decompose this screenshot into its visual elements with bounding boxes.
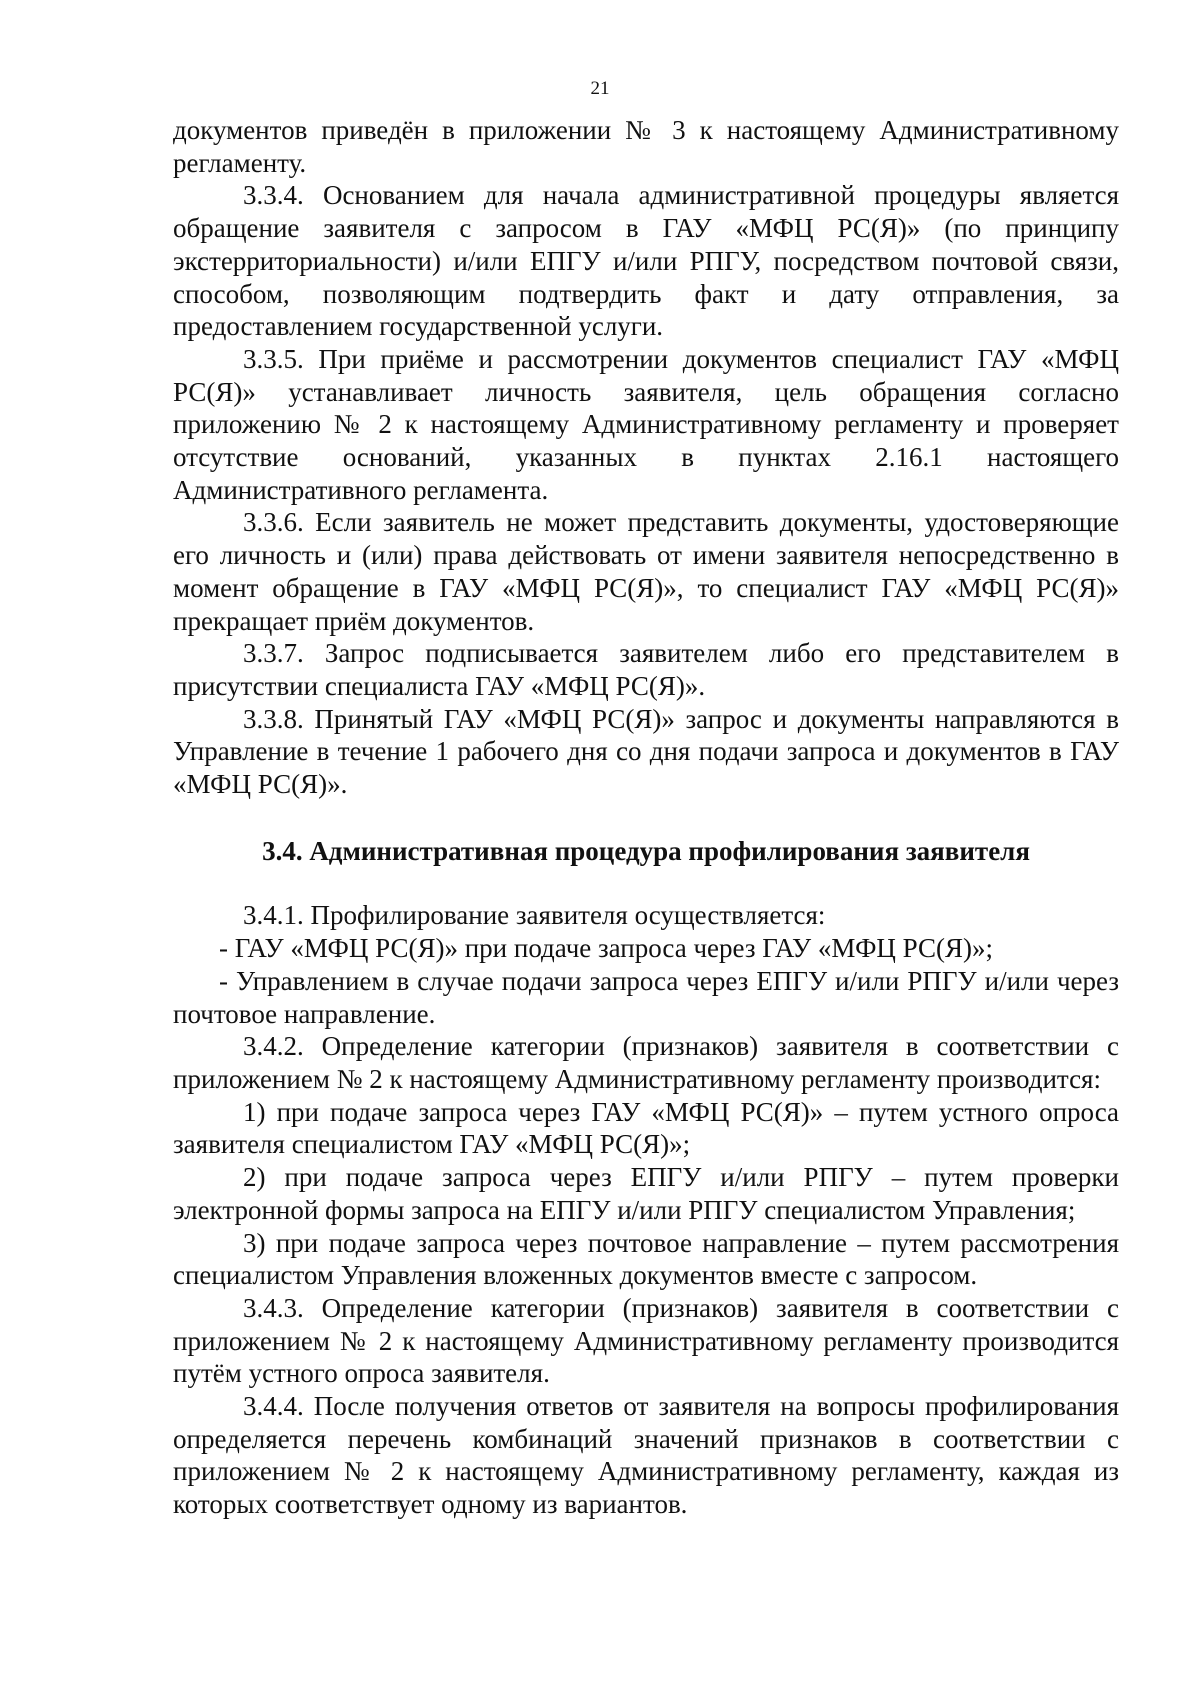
list-item-mfc: - ГАУ «МФЦ РС(Я)» при подаче запроса через ГАУ «МФЦ РС(Я)»; (219, 933, 993, 964)
paragraph-continuation: документов приведён в приложении № 3 к настоящему Административному регламенту. (173, 115, 1119, 178)
paragraph-3-3-8: 3.3.8. Принятый ГАУ «МФЦ РС(Я)» запрос и документы направляются в Управление в течение 1 рабочего дня со дня подачи запроса и документов в ГАУ «МФЦ РС(Я)». (173, 703, 1119, 800)
document-body (173, 114, 1119, 1521)
section-heading-3-4: 3.4. Административная процедура профилирования заявителя (262, 835, 1030, 866)
paragraph-3-4-1: 3.4.1. Профилирование заявителя осуществляется: (243, 900, 826, 931)
list-item-2: 2) при подаче запроса через ЕПГУ и/или РПГУ – путем проверки электронной формы запроса на ЕПГУ и/или РПГУ специалистом Управления; (173, 1162, 1119, 1225)
paragraph-3-4-2: 3.4.2. Определение категории (признаков) заявителя в соответствии с приложением № 2 к настоящему Административному регламенту производится: (173, 1031, 1119, 1094)
paragraph-3-4-4: 3.4.4. После получения ответов от заявителя на вопросы профилирования определяется перечень комбинаций значений признаков в соответствии с приложением № 2 к настоящему Административному регламенту, каждая из которых соответствует одному из вариантов. (173, 1391, 1119, 1520)
page-number: 21 (590, 78, 610, 99)
paragraph-3-3-7: 3.3.7. Запрос подписывается заявителем либо его представителем в присутствии специалиста ГАУ «МФЦ РС(Я)». (173, 638, 1119, 701)
paragraph-3-3-6: 3.3.6. Если заявитель не может представить документы, удостоверяющие его личность и (или) права действовать от имени заявителя непосредственно в момент обращение в ГАУ «МФЦ РС(Я)», то специалист ГАУ «МФЦ РС(Я)» прекращает приём документов. (173, 507, 1119, 636)
paragraph-3-3-4: 3.3.4. Основанием для начала административной процедуры является обращение заявителя с запросом в ГАУ «МФЦ РС(Я)» (по принципу экстерриториальности) и/или ЕПГУ и/или РПГУ, посредством почтовой связи, способом, позволяющим подтвердить факт и дату отправления, за предоставлением государственной услуги. (173, 180, 1119, 342)
paragraph-3-3-5: 3.3.5. При приёме и рассмотрении документов специалист ГАУ «МФЦ РС(Я)» устанавливает личность заявителя, цель обращения согласно приложению № 2 к настоящему Административному регламенту и проверяет отсутствие оснований, указанных в пунктах 2.16.1 настоящего Административного регламента. (173, 343, 1119, 505)
list-item-1: 1) при подаче запроса через ГАУ «МФЦ РС(Я)» – путем устного опроса заявителя специалистом ГАУ «МФЦ РС(Я)»; (173, 1096, 1119, 1160)
list-item-upravlenie: - Управлением в случае подачи запроса через ЕПГУ и/или РПГУ и/или через почтовое направление. (173, 965, 1119, 1029)
list-item-3: 3) при подаче запроса через почтовое направление – путем рассмотрения специалистом Управления вложенных документов вместе с запросом. (173, 1227, 1119, 1291)
paragraph-3-4-3: 3.4.3. Определение категории (признаков) заявителя в соответствии с приложением № 2 к настоящему Административному регламенту производится путём устного опроса заявителя. (173, 1292, 1119, 1389)
